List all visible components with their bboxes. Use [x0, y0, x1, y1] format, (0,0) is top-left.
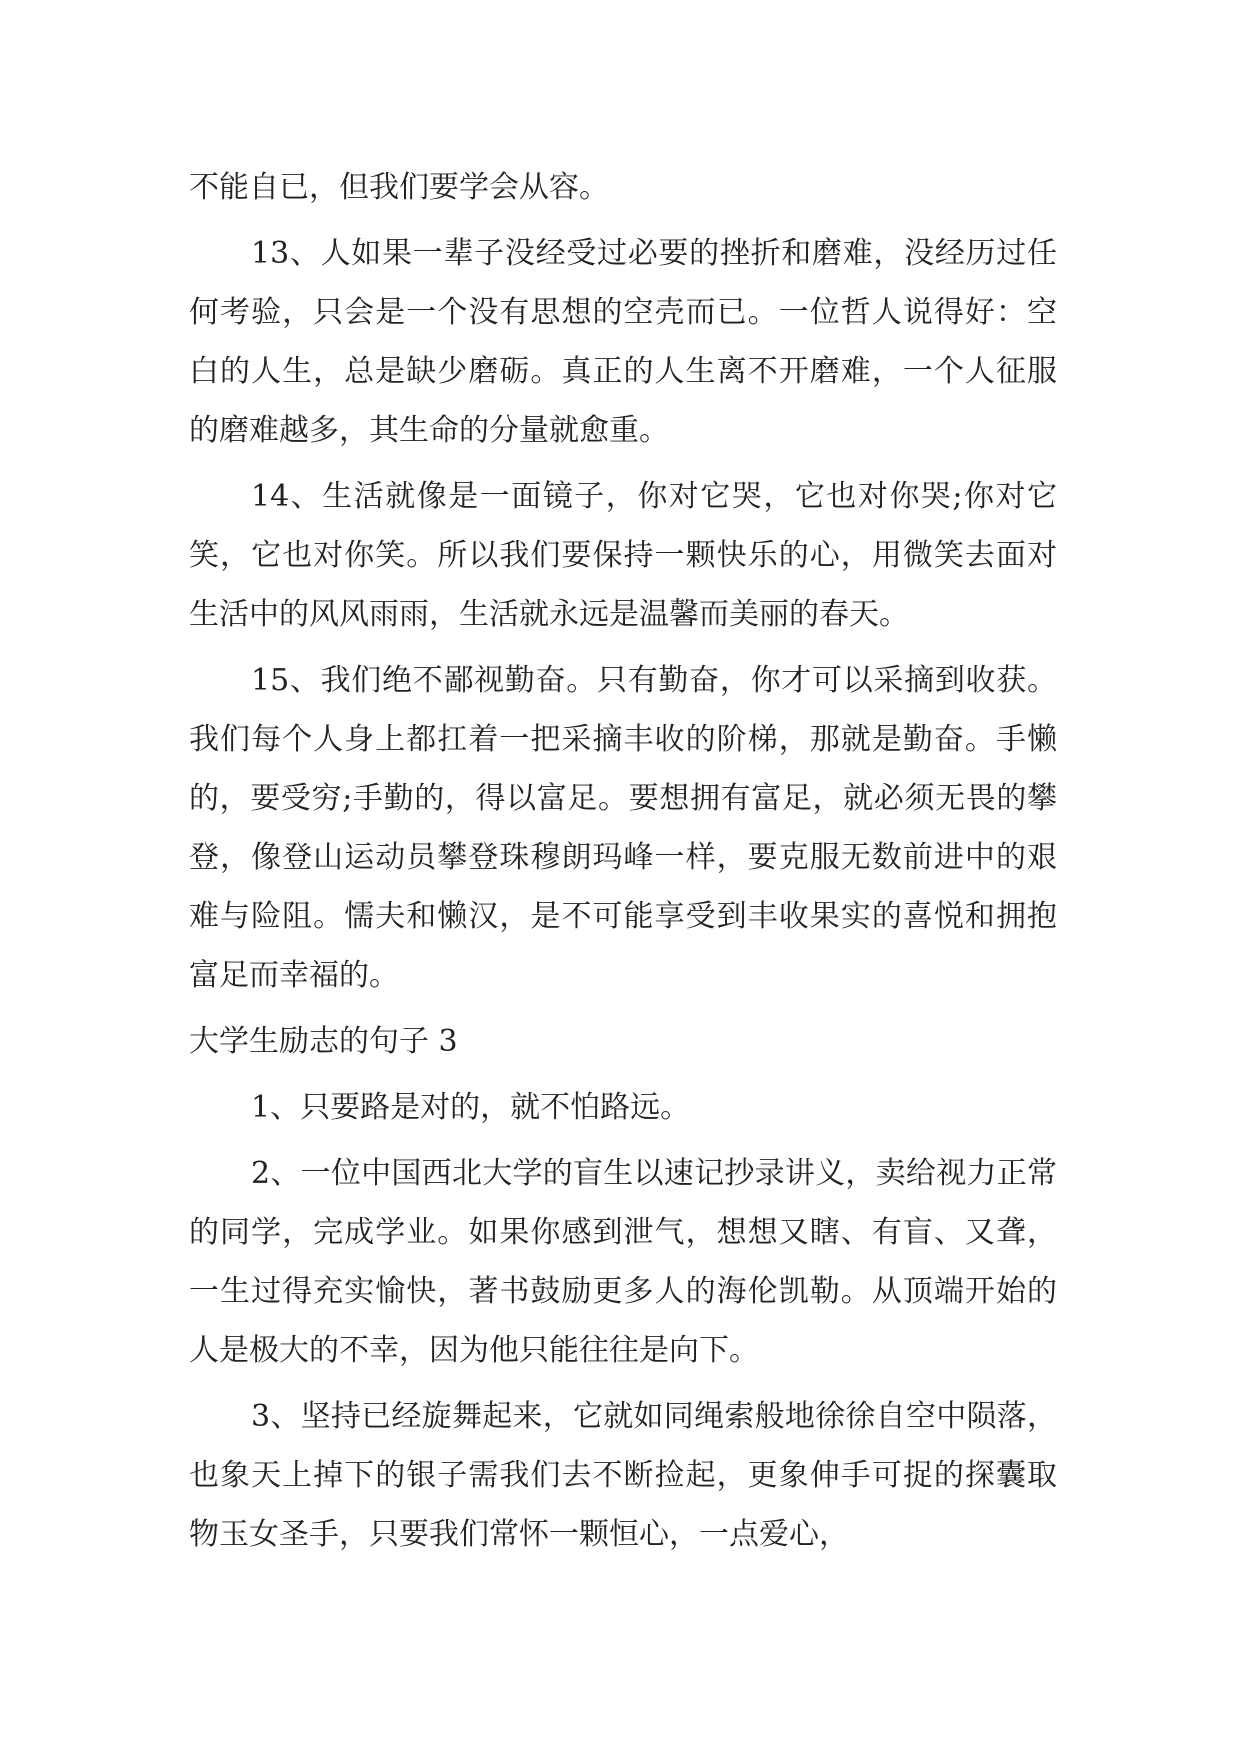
- paragraph-item-1: 1、只要路是对的，就不怕路远。: [251, 1090, 691, 1125]
- paragraph-item-2: 2、一位中国西北大学的盲生以速记抄录讲义，卖给视力正常的同学，完成学业。如果你感到泄气，想想又瞎、有盲、又聋，一生过得充实愉快，著书鼓励更多人的海伦凯勒。从顶端开始的人是极大的不幸，因为他只能往往是向下。: [189, 1156, 1057, 1368]
- paragraph-item-14: 14、生活就像是一面镜子，你对它哭，它也对你哭;你对它笑，它也对你笑。所以我们要保持一颗快乐的心，用微笑去面对生活中的风风雨雨，生活就永远是温馨而美丽的春天。: [189, 479, 1057, 632]
- paragraph-item-3: 3、坚持已经旋舞起来，它就如同绳索般地徐徐自空中陨落，也象天上掉下的银子需我们去不断捡起，更象伸手可捉的探囊取物玉女圣手，只要我们常怀一颗恒心，一点爱心，: [189, 1399, 1057, 1552]
- section-heading: 大学生励志的句子 3: [189, 1024, 458, 1059]
- paragraph-continuation: 不能自已，但我们要学会从容。: [189, 170, 609, 205]
- paragraph-item-13: 13、人如果一辈子没经受过必要的挫折和磨难，没经历过任何考验，只会是一个没有思想的空壳而已。一位哲人说得好：空白的人生，总是缺少磨砺。真正的人生离不开磨难，一个人征服的磨难越多，其生命的分量就愈重。: [189, 236, 1057, 448]
- document-body: [189, 158, 1057, 1564]
- paragraph-item-15: 15、我们绝不鄙视勤奋。只有勤奋，你才可以采摘到收获。我们每个人身上都扛着一把采摘丰收的阶梯，那就是勤奋。手懒的，要受穷;手勤的，得以富足。要想拥有富足，就必须无畏的攀登，像登山运动员攀登珠穆朗玛峰一样，要克服无数前进中的艰难与险阻。懦夫和懒汉，是不可能享受到丰收果实的喜悦和拥抱富足而幸福的。: [189, 663, 1057, 993]
